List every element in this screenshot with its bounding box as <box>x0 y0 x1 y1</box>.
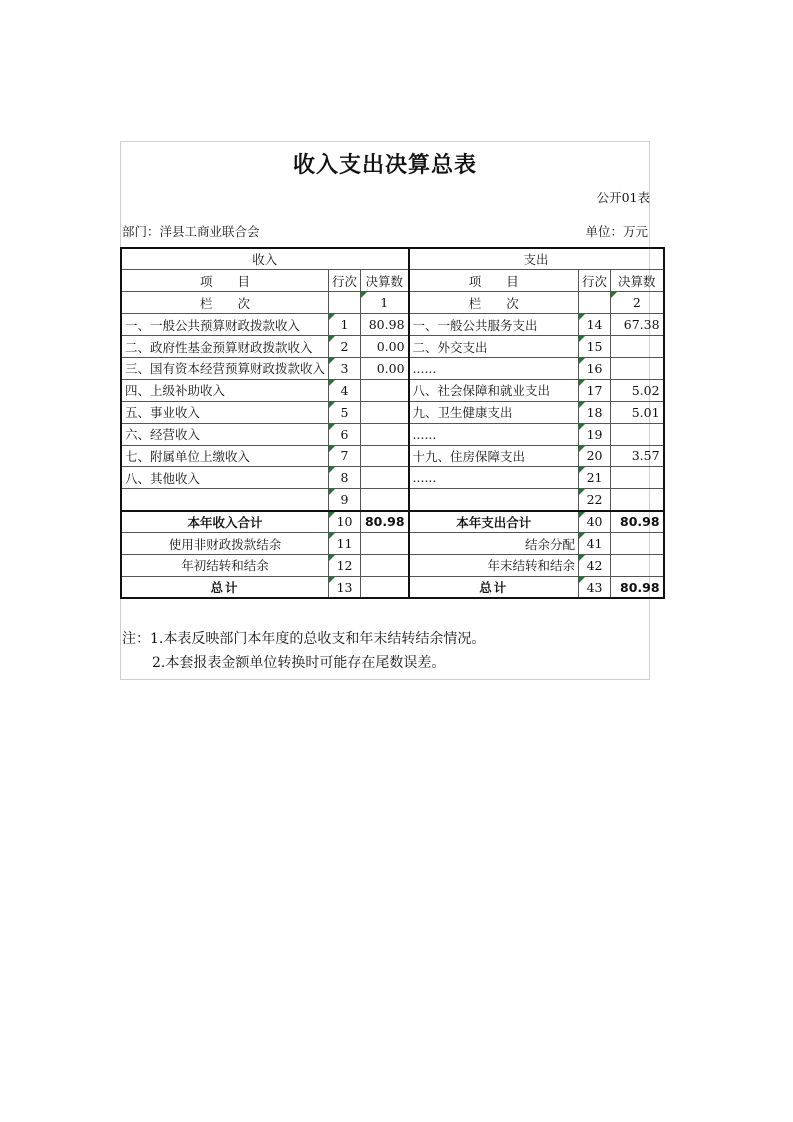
table-row <box>121 379 664 401</box>
expense-row-no-cell: 15 <box>579 336 611 358</box>
expense-amount-cell: 80.98 <box>611 576 664 598</box>
unit-label: 单位：万元 <box>585 224 648 239</box>
table-row <box>121 467 664 489</box>
cell-flag-icon <box>329 424 335 430</box>
expense-row-no-cell: 40 <box>579 511 611 533</box>
expense-row-no-cell: 19 <box>579 423 611 445</box>
income-item-cell: 八、其他收入 <box>121 467 329 489</box>
expense-item-cell: 十九、住房保障支出 <box>409 445 579 467</box>
cell-flag-icon <box>329 314 335 320</box>
cell-flag-icon <box>329 512 335 518</box>
income-section-header: 收入 <box>121 248 409 270</box>
income-amount-cell <box>361 445 409 467</box>
expense-item-cell: 总计 <box>409 576 579 598</box>
income-row-no-cell: 11 <box>329 533 361 555</box>
expense-row-no-cell: 17 <box>579 379 611 401</box>
income-amount-cell: 80.98 <box>361 511 409 533</box>
expense-row-no-cell: 14 <box>579 314 611 336</box>
expense-col-blank <box>579 292 611 314</box>
expense-amount-cell <box>611 554 664 576</box>
cell-flag-icon <box>579 489 585 495</box>
table-row <box>121 357 664 379</box>
expense-item-cell: 年末结转和结余 <box>409 554 579 576</box>
expense-amount-cell: 67.38 <box>611 314 664 336</box>
expense-row-no-cell: 16 <box>579 357 611 379</box>
expense-item-cell: 八、社会保障和就业支出 <box>409 379 579 401</box>
cell-flag-icon <box>579 314 585 320</box>
cell-flag-icon <box>579 402 585 408</box>
expense-amount-cell <box>611 357 664 379</box>
income-amount-cell <box>361 401 409 423</box>
table-row <box>121 314 664 336</box>
expense-amount-cell <box>611 423 664 445</box>
expense-amount-cell: 5.02 <box>611 379 664 401</box>
expense-row-no-cell: 20 <box>579 445 611 467</box>
income-amount-cell: 0.00 <box>361 336 409 358</box>
cell-flag-icon <box>329 402 335 408</box>
expense-row-no-cell: 41 <box>579 533 611 555</box>
income-item-cell <box>121 489 329 511</box>
income-col-label: 栏 次 <box>121 292 329 314</box>
income-row-no-cell: 5 <box>329 401 361 423</box>
income-amount-cell <box>361 379 409 401</box>
expense-item-cell: 本年支出合计 <box>409 511 579 533</box>
income-amount-header: 决算数 <box>361 270 409 292</box>
expense-item-header: 项 目 <box>409 270 579 292</box>
income-item-cell: 七、附属单位上缴收入 <box>121 445 329 467</box>
column-index-row <box>121 292 664 314</box>
cell-flag-icon <box>329 489 335 495</box>
cell-flag-icon <box>579 358 585 364</box>
department-label: 部门：洋县工商业联合会 <box>122 224 260 239</box>
expense-item-cell: 九、卫生健康支出 <box>409 401 579 423</box>
income-col-blank <box>329 292 361 314</box>
income-amount-cell <box>361 533 409 555</box>
table-row <box>121 401 664 423</box>
expense-row-no-header: 行次 <box>579 270 611 292</box>
income-row-no-cell: 1 <box>329 314 361 336</box>
cell-flag-icon <box>329 533 335 539</box>
column-header-row <box>121 270 664 292</box>
expense-row-no-cell: 22 <box>579 489 611 511</box>
table-row <box>121 533 664 555</box>
income-amount-cell <box>361 489 409 511</box>
income-amount-cell <box>361 423 409 445</box>
income-row-no-cell: 7 <box>329 445 361 467</box>
cell-flag-icon <box>579 424 585 430</box>
cell-flag-icon <box>579 467 585 473</box>
income-item-cell: 本年收入合计 <box>121 511 329 533</box>
income-item-cell: 五、事业收入 <box>121 401 329 423</box>
cell-flag-icon <box>579 577 585 583</box>
income-row-no-cell: 4 <box>329 379 361 401</box>
income-amount-cell <box>361 467 409 489</box>
income-expense-table <box>120 247 665 599</box>
expense-item-cell: ...... <box>409 467 579 489</box>
income-row-no-cell: 10 <box>329 511 361 533</box>
expense-item-cell: 结余分配 <box>409 533 579 555</box>
expense-amount-cell <box>611 467 664 489</box>
cell-flag-icon <box>329 380 335 386</box>
income-row-no-cell: 8 <box>329 467 361 489</box>
income-row-no-cell: 13 <box>329 576 361 598</box>
cell-flag-icon <box>329 358 335 364</box>
note-line-1: 注：1.本表反映部门本年度的总收支和年末结转结余情况。 <box>122 631 486 647</box>
income-amount-cell <box>361 576 409 598</box>
cell-flag-icon <box>579 555 585 561</box>
cell-flag-icon <box>579 446 585 452</box>
income-item-cell: 年初结转和结余 <box>121 554 329 576</box>
table-row <box>121 445 664 467</box>
report-title: 收入支出决算总表 <box>292 153 477 178</box>
income-item-cell: 六、经营收入 <box>121 423 329 445</box>
income-row-no-cell: 9 <box>329 489 361 511</box>
income-item-cell: 二、政府性基金预算财政拨款收入 <box>121 336 329 358</box>
expense-amount-cell: 5.01 <box>611 401 664 423</box>
expense-item-cell: 二、外交支出 <box>409 336 579 358</box>
annual-total-row <box>121 511 664 533</box>
form-number: 公开01表 <box>596 190 650 205</box>
cell-flag-icon <box>329 467 335 473</box>
expense-amount-cell: 3.57 <box>611 445 664 467</box>
expense-row-no-cell: 21 <box>579 467 611 489</box>
income-amount-cell <box>361 554 409 576</box>
income-row-no-cell: 6 <box>329 423 361 445</box>
cell-flag-icon <box>579 380 585 386</box>
income-item-cell: 一、一般公共预算财政拨款收入 <box>121 314 329 336</box>
expense-amount-header: 决算数 <box>611 270 664 292</box>
income-row-no-cell: 12 <box>329 554 361 576</box>
expense-amount-cell <box>611 489 664 511</box>
section-header-row <box>121 248 664 270</box>
income-item-cell: 使用非财政拨款结余 <box>121 533 329 555</box>
income-item-header: 项 目 <box>121 270 329 292</box>
expense-col-label: 栏 次 <box>409 292 579 314</box>
expense-row-no-cell: 18 <box>579 401 611 423</box>
table-row <box>121 554 664 576</box>
income-amount-cell: 0.00 <box>361 357 409 379</box>
cell-flag-icon <box>329 555 335 561</box>
table-row <box>121 336 664 358</box>
expense-item-cell: 一、一般公共服务支出 <box>409 314 579 336</box>
income-amount-cell: 80.98 <box>361 314 409 336</box>
expense-row-no-cell: 42 <box>579 554 611 576</box>
expense-row-no-cell: 43 <box>579 576 611 598</box>
grand-total-row <box>121 576 664 598</box>
income-item-cell: 三、国有资本经营预算财政拨款收入 <box>121 357 329 379</box>
income-item-cell: 总计 <box>121 576 329 598</box>
table-row <box>121 423 664 445</box>
expense-col-index: 2 <box>611 292 664 314</box>
expense-amount-cell <box>611 533 664 555</box>
cell-flag-icon <box>579 533 585 539</box>
cell-flag-icon <box>329 446 335 452</box>
income-row-no-header: 行次 <box>329 270 361 292</box>
expense-section-header: 支出 <box>409 248 664 270</box>
cell-flag-icon <box>579 336 585 342</box>
table-row <box>121 489 664 511</box>
cell-flag-icon <box>361 292 367 298</box>
expense-item-cell: ...... <box>409 423 579 445</box>
expense-amount-cell <box>611 336 664 358</box>
note-line-2: 2.本套报表金额单位转换时可能存在尾数误差。 <box>152 655 446 671</box>
income-row-no-cell: 2 <box>329 336 361 358</box>
income-col-index: 1 <box>361 292 409 314</box>
expense-amount-cell: 80.98 <box>611 511 664 533</box>
cell-flag-icon <box>329 577 335 583</box>
cell-flag-icon <box>579 512 585 518</box>
income-row-no-cell: 3 <box>329 357 361 379</box>
income-item-cell: 四、上级补助收入 <box>121 379 329 401</box>
cell-flag-icon <box>329 336 335 342</box>
cell-flag-icon <box>611 292 617 298</box>
expense-item-cell: ...... <box>409 357 579 379</box>
expense-item-cell <box>409 489 579 511</box>
